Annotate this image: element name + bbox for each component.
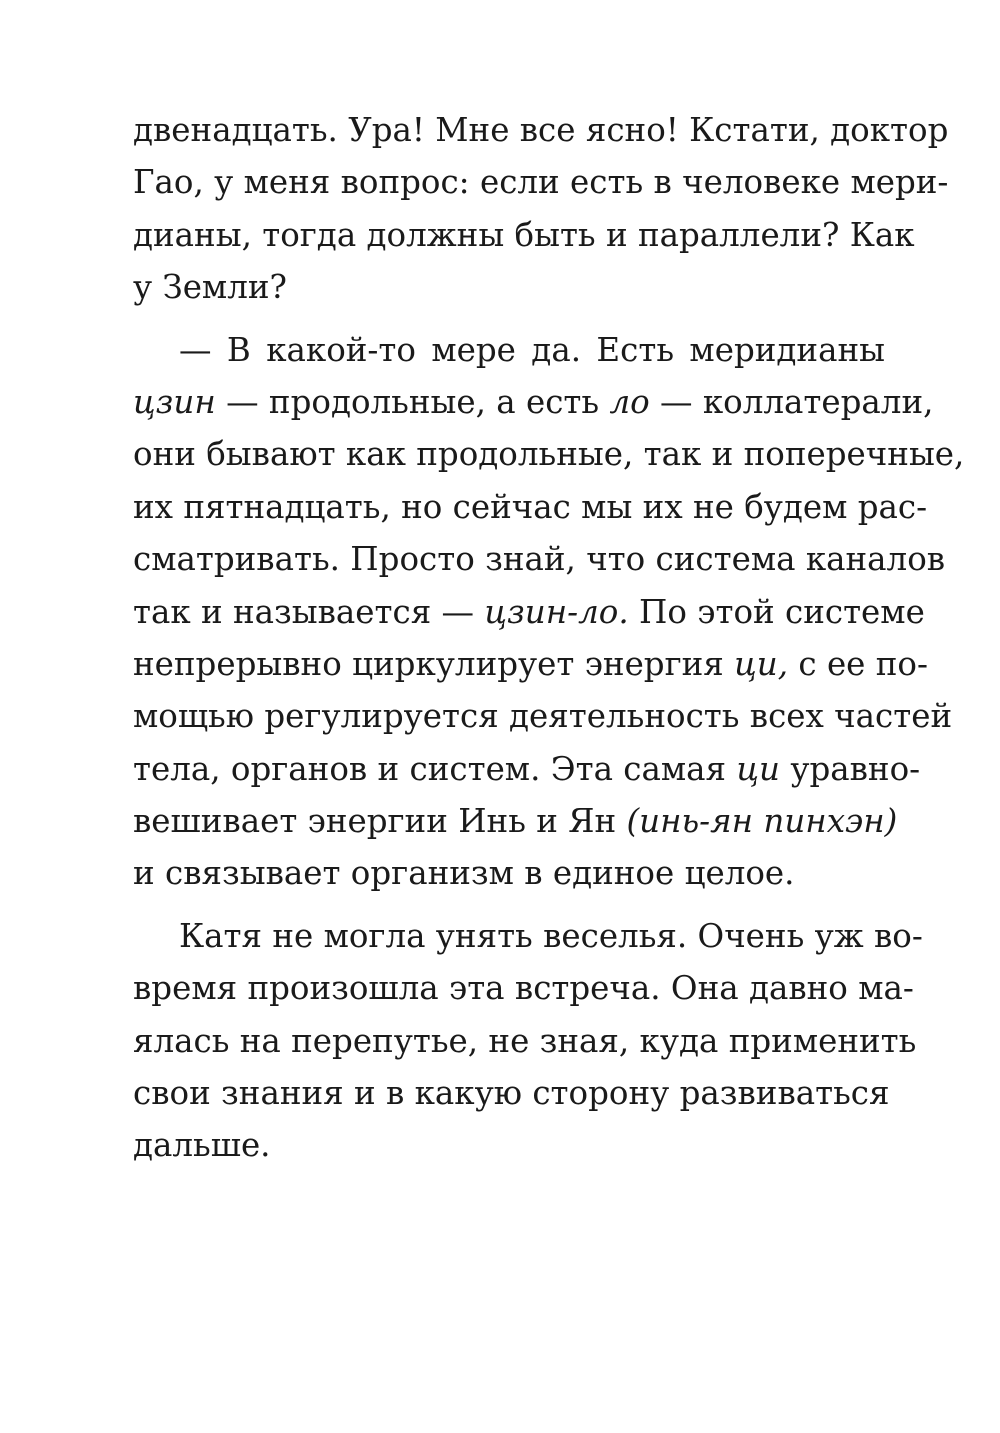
text-run: Катя не могла унять веселья. Очень уж во- bbox=[179, 916, 923, 955]
italic-term: ло bbox=[609, 382, 650, 421]
text-run: — коллатерали, bbox=[649, 382, 934, 421]
text-line bbox=[133, 156, 949, 208]
text-run: ялась на перепутье, не зная, куда применить bbox=[133, 1021, 917, 1060]
text-run: дальше. bbox=[133, 1126, 271, 1165]
text-line bbox=[133, 690, 953, 742]
text-line bbox=[133, 104, 949, 156]
text-run: уравно- bbox=[779, 749, 921, 788]
text-run: сматривать. Просто знай, что система каналов bbox=[133, 540, 946, 579]
text-run: их пятнадцать, но сейчас мы их не будем рас- bbox=[133, 487, 928, 526]
text-line bbox=[133, 586, 925, 638]
text-line bbox=[133, 795, 898, 847]
text-run: они бывают как продольные, так и поперечные, bbox=[133, 435, 965, 474]
text-run: тела, органов и систем. Эта самая bbox=[133, 749, 737, 788]
text-run: По этой системе bbox=[628, 592, 925, 631]
text-run: так и называется — bbox=[133, 592, 485, 631]
text-run: — продольные, а есть bbox=[215, 382, 610, 421]
italic-term: цзин-ло. bbox=[484, 592, 629, 631]
text-line bbox=[133, 428, 965, 480]
italic-term: цзин bbox=[133, 382, 216, 421]
text-run: с ее по- bbox=[788, 644, 928, 683]
text-run: непрерывно циркулирует энергия bbox=[133, 644, 735, 683]
text-line bbox=[133, 1015, 917, 1067]
text-line bbox=[133, 533, 946, 585]
text-line bbox=[133, 962, 914, 1014]
text-line bbox=[133, 376, 934, 428]
italic-term: (инь-ян пинхэн) bbox=[626, 802, 898, 841]
text-line bbox=[133, 910, 923, 962]
text-run: свои знания и в какую сторону развиваться bbox=[133, 1074, 890, 1113]
italic-term: ци, bbox=[734, 644, 789, 683]
text-line bbox=[133, 638, 928, 690]
text-run: мощью регулируется деятельность всех частей bbox=[133, 697, 953, 736]
text-run: дианы, тогда должны быть и параллели? Как bbox=[133, 215, 915, 254]
text-run: вешивает энергии Инь и Ян bbox=[133, 802, 627, 841]
text-line bbox=[133, 1119, 885, 1171]
paragraph-gap bbox=[133, 314, 885, 324]
paragraph bbox=[133, 104, 949, 314]
text-run: и связывает организм в единое целое. bbox=[133, 854, 795, 893]
paragraph-gap bbox=[133, 900, 885, 910]
text-line bbox=[133, 261, 885, 313]
text-line bbox=[133, 847, 885, 899]
text-run: — В какой-то мере да. Есть меридианы bbox=[179, 330, 885, 369]
italic-term: ци bbox=[736, 749, 780, 788]
text-run: у Земли? bbox=[133, 268, 287, 307]
text-run: двенадцать. Ура! Мне все ясно! Кстати, доктор bbox=[133, 111, 949, 149]
text-line bbox=[133, 209, 915, 261]
text-run: Гао, у меня вопрос: если есть в человеке мери- bbox=[133, 163, 949, 202]
paragraph bbox=[133, 324, 965, 900]
text-line bbox=[133, 481, 928, 533]
text-line bbox=[133, 324, 885, 376]
page-text bbox=[133, 104, 965, 1172]
text-line bbox=[133, 743, 921, 795]
text-run: время произошла эта встреча. Она давно ма- bbox=[133, 969, 914, 1008]
paragraph bbox=[133, 910, 923, 1172]
text-line bbox=[133, 1067, 890, 1119]
